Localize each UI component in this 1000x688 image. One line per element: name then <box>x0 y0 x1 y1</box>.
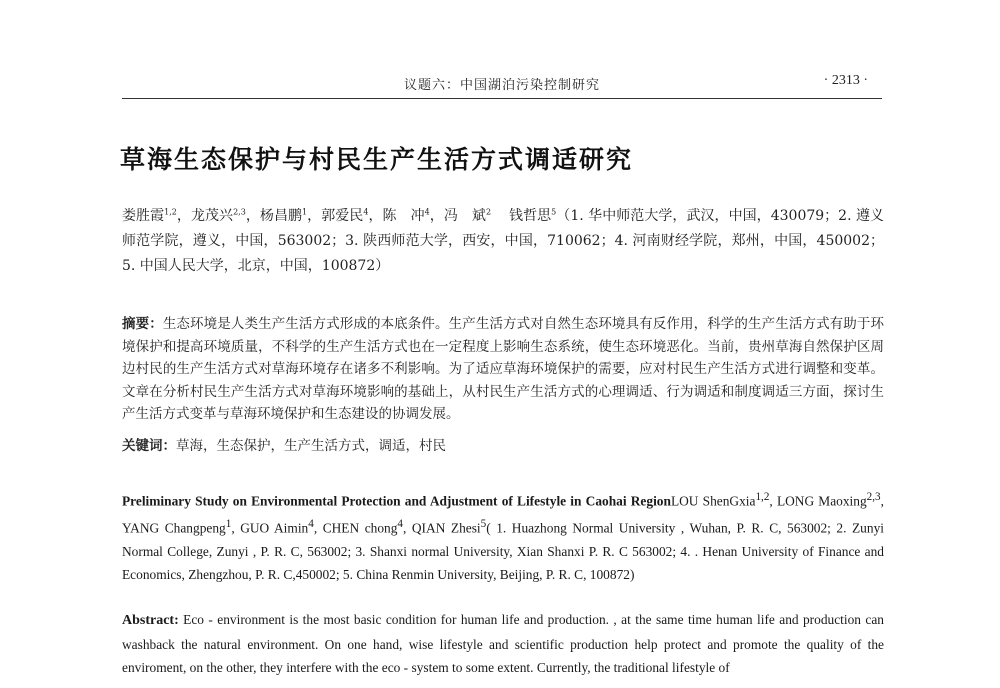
chinese-keywords <box>122 435 884 457</box>
author-sup: 2,3 <box>233 207 246 217</box>
article-title: 草海生态保护与村民生产生活方式调适研究 <box>120 145 634 174</box>
running-title: 议题六：中国湖泊污染控制研究 <box>403 78 600 93</box>
english-abstract <box>122 608 884 680</box>
author-sup: 4 <box>424 207 430 217</box>
cn-keywords-text: 草海，生态保护，生产生活方式，调适，村民 <box>176 438 446 454</box>
author-sup: 5 <box>551 207 557 217</box>
cn-keywords-label: 关键词： <box>122 438 176 454</box>
en-author-name: LONG Maoxing <box>776 493 867 509</box>
en-author-sup: 4 <box>308 517 314 530</box>
english-title: Preliminary Study on Environmental Protection and Adjustment of Lifestyle in Caohai Region <box>122 493 671 509</box>
en-abstract-text: Eco - environment is the most basic condition for human life and production. , at the same time human life and production can washback the natural environment. On one hand, wise lifestyle and scientific production help protect and promote the quality of the enviroment, on the other, they interfere with the eco - system to some extent. Currently, the traditional lifestyle of <box>122 612 884 675</box>
english-affiliations: ( 1. Huazhong Normal University , Wuhan, P. R. C, 563002; 2. Zunyi Normal College, Zunyi , P. R. C, 563002; 3. Shanxi normal University, Xian Shanxi P. R. C 563002; 4. . Henan University of Finance and Economics, Zhengzhou, P. R. C,450002; 5. China Renmin University, Beijing, P. R. C, 100872) <box>122 520 884 583</box>
author-name: 郭爱民 <box>321 208 364 224</box>
english-title-authors: Preliminary Study on Environmental Protection and Adjustment of Lifestyle in Caohai RegionLOU ShenGxia$^{1,2}$, LONG Maoxing$^{2,3}$, YANG Changpeng$^1$, GUO Aimin$^4$, CHEN chong$^4$, QIAN Zhesi$^5$( 1. Huazhong Normal University , Wuhan, P. R. C, 563002; 2. Zunyi Normal College, Zunyi , P. R. C, 563002; 3. Shanxi normal University, Xian Shanxi P. R. C 563002; 4. . Henan University of Finance and Economics, Zhengzhou, P. R. C,450002; 5. China Renmin University, Beijing, P. R. C, 100872) <box>122 491 884 583</box>
author-name: 龙茂兴 <box>190 208 234 224</box>
page-number: · 2313 · <box>823 73 868 88</box>
cn-abstract-text: 生态环境是人类生产生活方式形成的本底条件。生产生活方式对自然生态环境具有反作用，科学的生产生活方式有助于环境保护和提高环境质量，不科学的生产生活方式也在一定程度上影响生态系统，使生态环境恶化。当前，贵州草海自然保护区周边村民的生产生活方式对草海环境存在诸多不利影响。为了适应草海环境保护的需要，应对村民生产生活方式进行调整和变革。文章在分析村民生产生活方式对草海环境影响的基础上，从村民生产生活方式的心理调适、行为调适和制度调适三方面，探讨生产生活方式变革与草海环境保护和生态建设的协调发展。 <box>122 316 884 422</box>
author-name: 杨昌鹏 <box>259 208 303 224</box>
chinese-abstract <box>122 313 884 426</box>
author-name: 陈 冲 <box>382 208 425 224</box>
author-sup: 1 <box>302 207 308 217</box>
en-abstract-label: Abstract: <box>122 613 179 628</box>
en-author-name: LOU ShenGxia <box>670 493 756 509</box>
author-name: 冯 斌 <box>443 208 486 224</box>
running-header <box>122 60 882 100</box>
cn-abstract-label: 摘要： <box>122 316 163 332</box>
author-sup: 4 <box>363 207 369 217</box>
en-author-sup: 2,3 <box>866 491 881 503</box>
author-name: 钱哲思 <box>509 208 552 224</box>
affiliations: （1. 华中师范大学，武汉，中国，430079；2. 遵义师范学院，遵义，中国，563002；3. 陕西师范大学，西安，中国，710062；4. 河南财经学院，郑州，中国，450002；5. 中国人民大学，北京，中国，100872） <box>122 208 885 274</box>
header-rule <box>122 98 882 99</box>
author-block: 娄胜霞$^{1,2}$，龙茂兴$^{2,3}$，杨昌鹏$^1$，郭爱民$^4$，陈 冲$^4$，冯 斌$^2$ 钱哲思$^5$（1. 华中师范大学，武汉，中国，430079；2. 遵义师范学院，遵义，中国，563002；3. 陕西师范大学，西安，中国，710062；4. 河南财经学院，郑州，中国，450002；5. 中国人民大学，北京，中国，100872） <box>122 207 885 274</box>
en-author-name: GUO Aimin <box>240 520 309 536</box>
en-author-sup: 1 <box>225 517 232 530</box>
en-author-sup: 5 <box>480 517 487 530</box>
en-author-sup: 1,2 <box>755 491 770 503</box>
author-sup: 2 <box>485 207 492 217</box>
en-author-name: CHEN chong <box>322 520 398 536</box>
en-author-name: QIAN Zhesi <box>411 520 481 536</box>
en-author-name: YANG Changpeng <box>122 520 226 536</box>
author-name: 娄胜霞 <box>122 208 165 224</box>
en-author-sup: 4 <box>397 517 403 530</box>
author-sup: 1,2 <box>164 207 177 217</box>
